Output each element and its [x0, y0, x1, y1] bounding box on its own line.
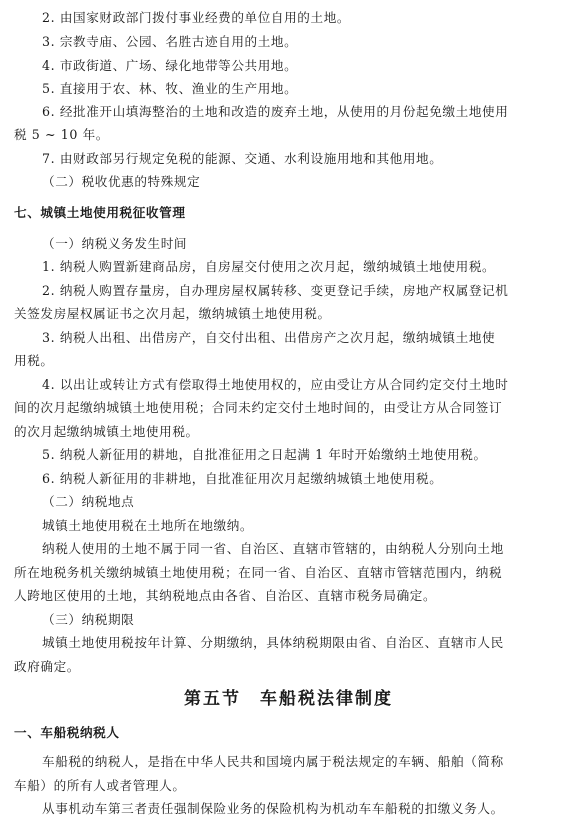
subheading: （二）税收优惠的特殊规定	[42, 174, 201, 189]
text-line: 城镇土地使用税按年计算、分期缴纳，具体纳税期限由省、自治区、直辖市人民	[42, 635, 504, 650]
text-line: 2. 由国家财政部门拨付事业经费的单位自用的土地。	[42, 10, 351, 25]
text-line: 所在地税务机关缴纳城镇土地使用税；在同一省、自治区、直辖市管辖范围内，纳税	[14, 565, 503, 580]
text-line: 人跨地区使用的土地，其纳税地点由各省、自治区、直辖市税务局确定。	[14, 588, 437, 603]
text-line: 用税。	[14, 353, 54, 368]
text-line: 3. 纳税人出租、出借房产，自交付出租、出借房产之次月起，缴纳城镇土地使	[42, 330, 496, 345]
text-line: 间的次月起缴纳城镇土地使用税；合同未约定交付土地时间的，由受让方从合同签订	[14, 400, 503, 415]
text-line: 车船）的所有人或者管理人。	[14, 778, 186, 793]
text-line: 4. 以出让或转让方式有偿取得土地使用权的，应由受让方从合同约定交付土地时	[42, 377, 509, 392]
text-line: 城镇土地使用税在土地所在地缴纳。	[42, 518, 254, 533]
text-line: 6. 纳税人新征用的非耕地，自批准征用次月起缴纳城镇土地使用税。	[42, 471, 443, 486]
text-line: 的次月起缴纳城镇土地使用税。	[14, 424, 199, 439]
text-line: 关签发房屋权属证书之次月起，缴纳城镇土地使用税。	[14, 306, 331, 321]
subheading: （二）纳税地点	[42, 494, 135, 509]
subheading: （三）纳税期限	[42, 612, 135, 627]
text-line: 4. 市政街道、广场、绿化地带等公共用地。	[42, 58, 298, 73]
section-heading: 一、车船税纳税人	[14, 725, 120, 740]
text-line: 6. 经批准开山填海整治的土地和改造的废弃土地，从使用的月份起免缴土地使用	[42, 104, 509, 119]
text-line: 3. 宗教寺庙、公园、名胜古迹自用的土地。	[42, 34, 298, 49]
text-line: 1. 纳税人购置新建商品房，自房屋交付使用之次月起，缴纳城镇土地使用税。	[42, 259, 496, 274]
text-line: 纳税人使用的土地不属于同一省、自治区、直辖市管辖的，由纳税人分别向土地	[42, 541, 504, 556]
section-heading: 七、城镇土地使用税征收管理	[14, 205, 186, 220]
text-line: 税 5 ~ 10 年。	[14, 127, 109, 142]
text-line: 7. 由财政部另行规定免税的能源、交通、水利设施用地和其他用地。	[42, 151, 443, 166]
text-line: 5. 直接用于农、林、牧、渔业的生产用地。	[42, 81, 298, 96]
text-line: 5. 纳税人新征用的耕地，自批准征用之日起满 1 年时开始缴纳土地使用税。	[42, 447, 487, 462]
text-line: 2. 纳税人购置存量房，自办理房屋权属转移、变更登记手续，房地产权属登记机	[42, 283, 509, 298]
section-title: 第五节 车船税法律制度	[184, 689, 393, 709]
text-line: 政府确定。	[14, 659, 80, 674]
text-line: 车船税的纳税人，是指在中华人民共和国境内属于税法规定的车辆、船舶（简称	[42, 754, 504, 769]
subheading: （一）纳税义务发生时间	[42, 236, 188, 251]
text-line: 从事机动车第三者责任强制保险业务的保险机构为机动车车船税的扣缴义务人。	[42, 801, 504, 816]
